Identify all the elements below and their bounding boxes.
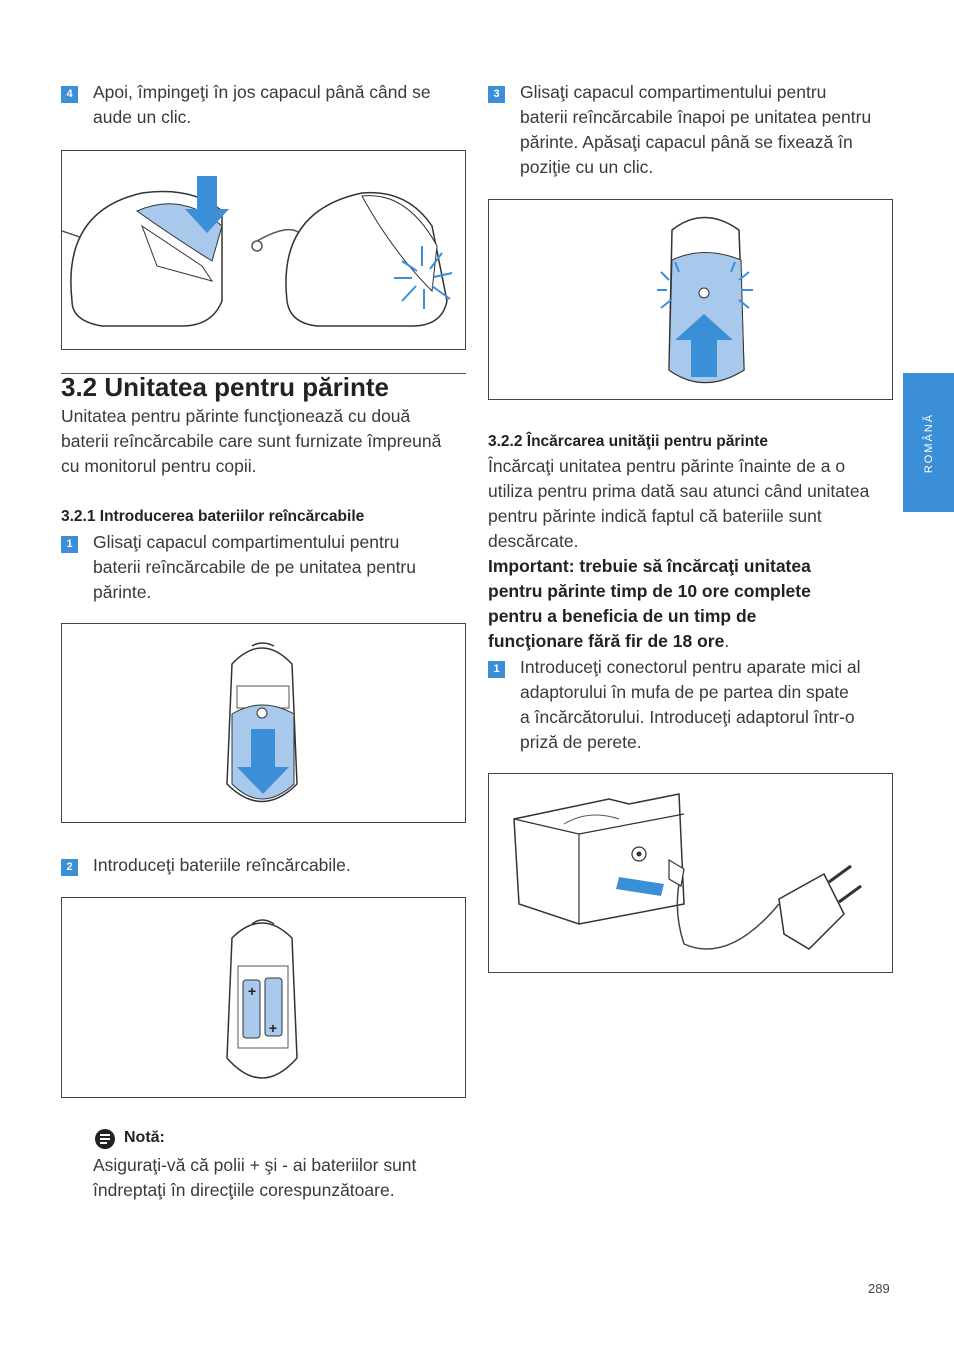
parent-unit-illustration [62,624,465,822]
note-line: Asiguraţi-vă că polii + şi - ai bateriilor sunt [93,1155,417,1175]
step-text: aude un clic. [93,107,192,127]
note-title: Notă: [124,1129,165,1146]
parent-unit-illustration [489,200,892,399]
step-number: 1 [488,661,505,678]
step-4 [61,80,461,130]
step-1 [61,530,461,605]
charger-illustration [489,774,893,972]
battery-plus-label: + [268,1020,278,1036]
para-line: descărcate. [488,531,579,551]
step-text: Introduceţi bateriile reîncărcabile. [93,855,351,875]
step-text: a încărcătorului. Introduceţi adaptorul într-o [520,707,855,727]
important-line: pentru părinte timp de 10 ore complete [488,581,811,601]
arrow-up-icon [691,337,717,377]
step-text: Glisaţi capacul compartimentului pentru [520,82,827,102]
step-2 [61,853,461,878]
step-number: 3 [488,86,505,103]
step-text: Introduceţi conectorul pentru aparate mici al [520,657,861,677]
para-line: Încărcaţi unitatea pentru părinte înainte de a o [488,456,846,476]
step-text: Apoi, împingeţi în jos capacul până când se [93,82,431,102]
figure-charger [488,773,893,973]
charging-intro [488,454,894,654]
step-text: Glisaţi capacul compartimentului pentru [93,532,400,552]
intro-line: baterii reîncărcabile care sunt furnizate împreună [61,431,442,451]
page-number: 289 [868,1281,890,1296]
figure-cover-slide-on [488,199,893,400]
note-text [93,1153,463,1203]
wall-adapter-icon [779,874,844,949]
figure-cover-slide-off [61,623,466,823]
figure-lid-push [61,150,466,350]
step-number: 1 [61,536,78,553]
base-station-illustration [62,151,465,349]
step-text: baterii reîncărcabile de pe unitatea pentru [93,557,416,577]
section-title: 3.2 Unitatea pentru părinte [61,372,389,402]
section-intro [61,404,466,479]
important-period: . [724,631,730,651]
figure-batteries [61,897,466,1098]
arrow-down-icon [197,176,217,211]
battery-plus-label: + [247,983,257,999]
note-icon [95,1129,115,1149]
step-number: 4 [61,86,78,103]
step-text: părinte. [93,582,152,602]
subsection-title: 3.2.1 Introducerea bateriilor reîncărcabile [61,508,365,525]
step-text: priză de perete. [520,732,642,752]
step-text: baterii reîncărcabile înapoi pe unitatea pentru [520,107,872,127]
language-tab [903,373,954,512]
step-number: 2 [61,859,78,876]
charger-cradle [514,794,684,924]
step-text: părinte. Apăsaţi capacul până se fixează în [520,132,853,152]
para-line: utiliza pentru prima dată sau atunci când unitatea [488,481,870,501]
step-3 [488,80,894,180]
note-line: îndreptaţi în direcţiile corespunzătoare. [93,1180,395,1200]
intro-line: Unitatea pentru părinte funcţionează cu două [61,406,411,426]
step-text: adaptorului în mufa de pe partea din spate [520,682,849,702]
language-label: ROMÂNĂ [922,412,935,473]
arrow-down-icon [251,729,275,769]
step-1-charging [488,655,894,755]
batteries-illustration [62,898,465,1097]
important-line: pentru a beneficia de un timp de [488,606,757,626]
intro-line: cu monitorul pentru copii. [61,456,257,476]
para-line: pentru părinte indică faptul că bateriile sunt [488,506,822,526]
subsection-title: 3.2.2 Încărcarea unităţii pentru părinte [488,433,768,450]
step-text: poziţie cu un clic. [520,157,654,177]
important-line: funcţionare fără fir de 18 ore [488,631,725,651]
important-line: Important: trebuie să încărcaţi unitatea [488,556,811,576]
